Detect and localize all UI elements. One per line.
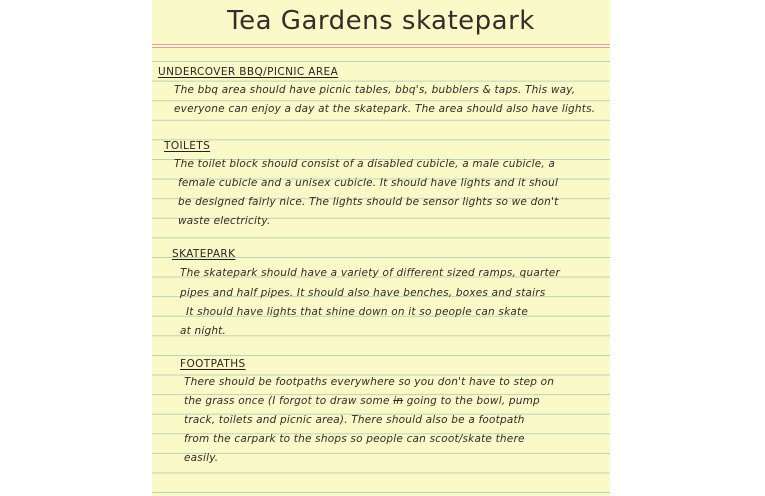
margin-rule-bottom (152, 47, 610, 48)
page-title: Tea Gardens skatepark (227, 6, 535, 36)
text-line: track, toilets and picnic area). There should also be a footpath (184, 414, 525, 426)
heading-skatepark: SKATEPARK (172, 248, 236, 260)
text-line: from the carpark to the shops so people can scoot/skate there (184, 433, 525, 445)
struck-word: in (393, 395, 404, 407)
heading-footpaths: FOOTPATHS (180, 358, 246, 370)
text-line: The toilet block should consist of a disabled cubicle, a male cubicle, a (174, 158, 556, 170)
margin-rule-top (152, 44, 610, 45)
heading-bbq-area: UNDERCOVER BBQ/PICNIC AREA (158, 66, 339, 78)
text-fragment: the grass once (I forgot to draw some (184, 395, 390, 407)
text-line: at night. (180, 325, 227, 337)
text-line: There should be footpaths everywhere so you don't have to step on (184, 376, 555, 388)
text-line: The bbq area should have picnic tables, bbq's, bubblers & taps. This way, (174, 84, 576, 96)
text-line: be designed fairly nice. The lights should be sensor lights so we don't (178, 196, 559, 208)
text-line: easily. (184, 452, 219, 464)
heading-toilets: TOILETS (164, 140, 211, 152)
notepaper (152, 0, 610, 496)
text-line: female cubicle and a unisex cubicle. It should have lights and it shoul (178, 177, 559, 189)
text-line: waste electricity. (178, 215, 271, 227)
text-line: pipes and half pipes. It should also have benches, boxes and stairs (180, 287, 546, 299)
text-line (184, 395, 540, 407)
text-fragment: going to the bowl, pump (406, 395, 540, 407)
text-line: everyone can enjoy a day at the skatepark. The area should also have lights. (174, 103, 596, 115)
text-line: It should have lights that shine down on it so people can skate (186, 306, 528, 318)
text-line: The skatepark should have a variety of different sized ramps, quarter (180, 267, 560, 279)
